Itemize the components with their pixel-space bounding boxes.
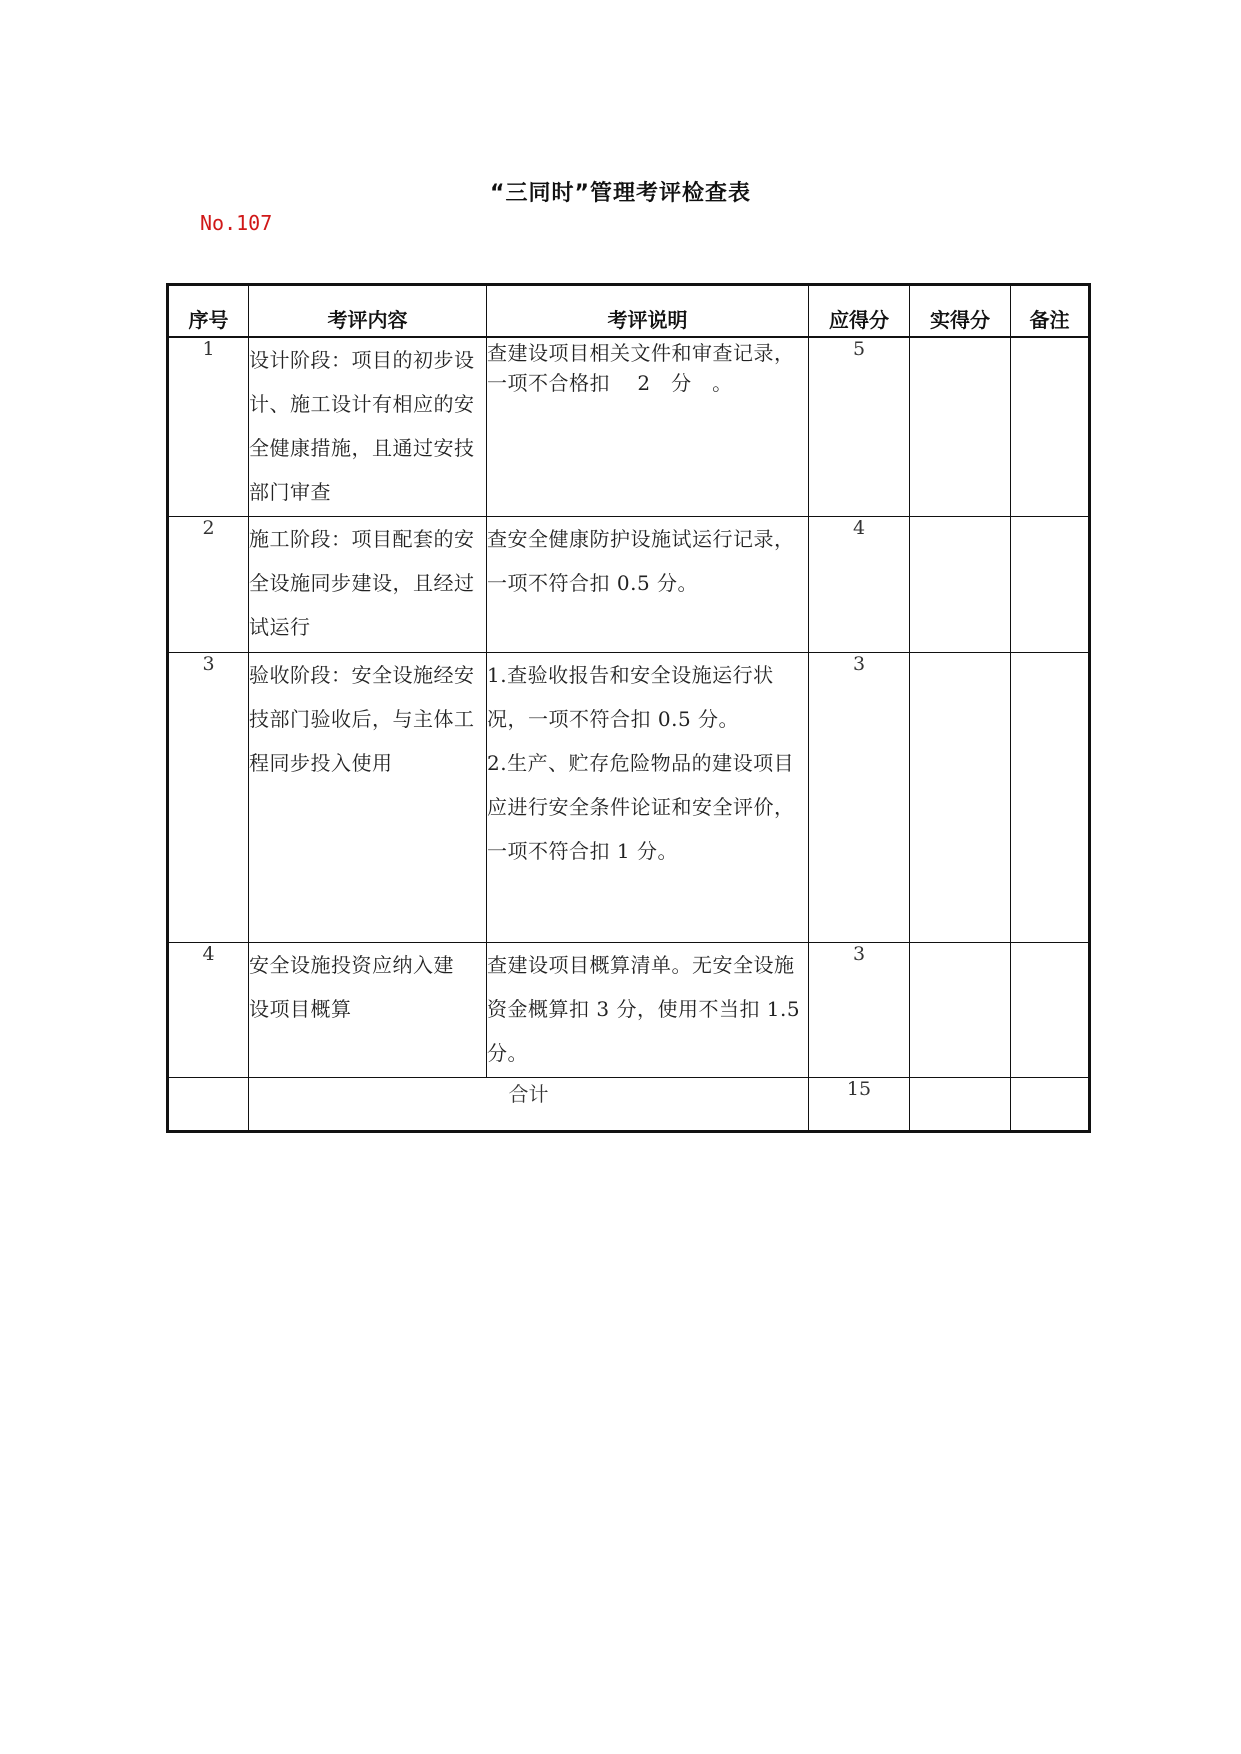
desc-line: 查建设项目相关文件和审查记录， [487,341,795,365]
row-actual-score[interactable] [910,652,1011,942]
evaluation-table [166,283,1091,1133]
total-remark[interactable] [1011,1077,1090,1131]
content-line: 程同步投入使用 [249,750,393,775]
content-line: 全设施同步建设，且经过 [249,570,475,595]
desc-line: 况，一项不符合扣 0.5 分。 [487,706,740,731]
row-actual-score[interactable] [910,516,1011,652]
header-content: 考评内容 [249,285,487,338]
total-seq-cell [168,1077,249,1131]
row-seq: 4 [168,942,249,1077]
desc-line: 分。 [487,1040,528,1065]
row-desc [487,942,809,1077]
table-row [168,516,1090,652]
row-remark[interactable] [1011,942,1090,1077]
page-title: “三同时”管理考评检查表 [490,181,751,206]
total-label: 合计 [249,1077,809,1131]
content-line: 全健康措施，且通过安技 [249,436,475,460]
content-line: 安全设施投资应纳入建 [249,952,454,977]
desc-line: 一项不合格扣 2 分 。 [487,371,733,395]
total-actual-score[interactable] [910,1077,1011,1131]
row-seq: 3 [168,652,249,942]
total-max-score: 15 [809,1077,910,1131]
row-actual-score[interactable] [910,942,1011,1077]
content-line: 技部门验收后，与主体工 [249,706,475,731]
row-desc [487,652,809,942]
row-remark[interactable] [1011,337,1090,516]
row-max-score: 3 [809,942,910,1077]
table-row [168,942,1090,1077]
row-desc [487,516,809,652]
content-line: 设项目概算 [249,996,352,1021]
row-desc [487,337,809,516]
row-remark[interactable] [1011,652,1090,942]
content-line: 设计阶段：项目的初步设 [249,348,475,372]
table-row [168,652,1090,942]
row-max-score: 3 [809,652,910,942]
table-row [168,337,1090,516]
row-actual-score[interactable] [910,337,1011,516]
desc-line: 一项不符合扣 0.5 分。 [487,570,699,595]
desc-line: 查建设项目概算清单。无安全设施 [487,952,795,977]
row-seq: 1 [168,337,249,516]
row-content [249,652,487,942]
row-seq: 2 [168,516,249,652]
document-number: No.107 [200,211,273,235]
row-remark[interactable] [1011,516,1090,652]
desc-line: 资金概算扣 3 分，使用不当扣 1.5 [487,996,801,1021]
desc-line: 一项不符合扣 1 分。 [487,838,678,863]
total-row [168,1077,1090,1131]
header-seq: 序号 [168,285,249,338]
content-line: 计、施工设计有相应的安 [249,392,475,416]
content-line: 施工阶段：项目配套的安 [249,526,475,551]
desc-line: 2.生产、贮存危险物品的建设项目 [487,750,795,775]
row-content [249,337,487,516]
row-content [249,942,487,1077]
row-max-score: 5 [809,337,910,516]
content-line: 试运行 [249,614,311,639]
header-actual-score: 实得分 [910,285,1011,338]
desc-line: 应进行安全条件论证和安全评价， [487,794,795,819]
header-remark: 备注 [1011,285,1090,338]
desc-line: 1.查验收报告和安全设施运行状 [487,662,774,687]
content-line: 部门审查 [249,480,331,504]
row-content [249,516,487,652]
row-max-score: 4 [809,516,910,652]
desc-line: 查安全健康防护设施试运行记录， [487,526,795,551]
header-max-score: 应得分 [809,285,910,338]
content-line: 验收阶段：安全设施经安 [249,662,475,687]
header-desc: 考评说明 [487,285,809,338]
table-header-row [168,285,1090,338]
